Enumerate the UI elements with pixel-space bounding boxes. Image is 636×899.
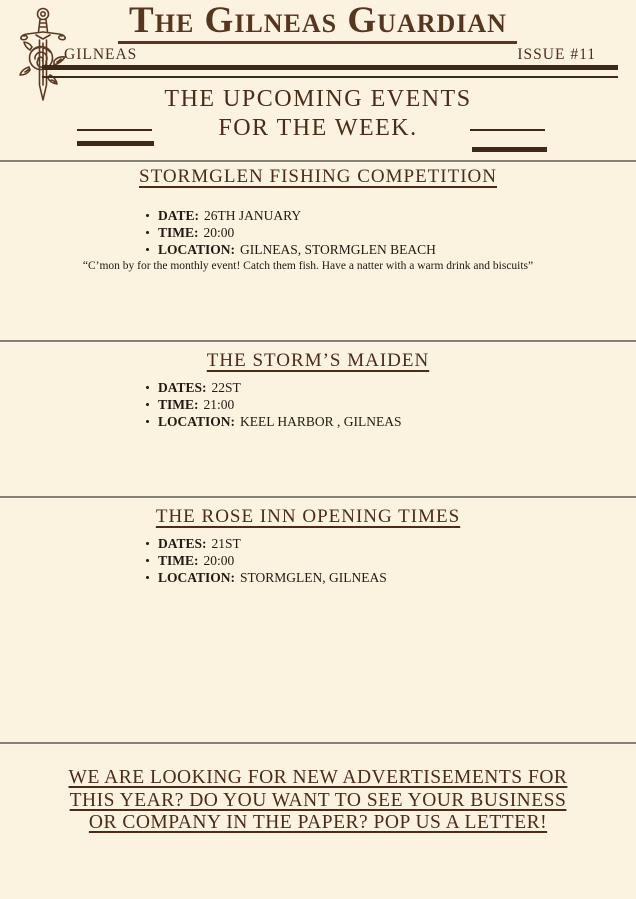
bullet-dot: [146, 403, 149, 406]
event-detail-value: 26TH JANUARY: [204, 207, 302, 223]
event-detail-row: [146, 224, 436, 241]
event-detail-value: 22ST: [211, 379, 241, 395]
issue-label: ISSUE #11: [517, 46, 596, 63]
section-divider: [0, 340, 636, 342]
header-rule-thin: [42, 76, 618, 78]
advert-callout-line3: OR COMPANY IN THE PAPER? POP US A LETTER!: [88, 812, 548, 833]
bullet-dot: [146, 248, 149, 251]
event-detail-value: 21:00: [203, 396, 235, 412]
event-detail-row: [146, 207, 436, 224]
bullet-dot: [146, 214, 149, 217]
events-title-line1: THE UPCOMING EVENTS: [164, 86, 472, 112]
event-detail-label: DATE:: [158, 207, 200, 223]
event-detail-value: KEEL HARBOR , GILNEAS: [240, 413, 402, 429]
decor-line-right-thin: [470, 129, 545, 131]
region-label: GILNEAS: [64, 46, 138, 63]
event-detail-value: GILNEAS, STORMGLEN BEACH: [240, 241, 436, 257]
bullet-dot: [146, 386, 149, 389]
event-detail-value: 21ST: [211, 535, 241, 551]
masthead-underline: [118, 41, 517, 44]
events-title-line2: FOR THE WEEK.: [218, 115, 418, 141]
decor-line-left-thick: [77, 141, 154, 146]
section-title-rose-inn: THE ROSE INN OPENING TIMES: [155, 506, 461, 527]
bullet-dot: [146, 542, 149, 545]
event-detail-label: LOCATION:: [158, 569, 236, 585]
bullet-dot: [146, 576, 149, 579]
event-detail-label: LOCATION:: [158, 413, 236, 429]
event-detail-row: [146, 413, 402, 430]
event-detail-label: TIME:: [158, 552, 199, 568]
section-divider: [0, 496, 636, 498]
event-detail-list: [146, 379, 402, 430]
event-detail-label: LOCATION:: [158, 241, 236, 257]
event-detail-row: [146, 569, 387, 586]
event-detail-row: [146, 552, 387, 569]
section-title-fishing-competition: STORMGLEN FISHING COMPETITION: [139, 166, 497, 187]
event-detail-value: 20:00: [203, 552, 235, 568]
decor-line-right-thick: [472, 147, 547, 152]
event-detail-value: STORMGLEN, GILNEAS: [240, 569, 387, 585]
decor-line-left-thin: [77, 129, 152, 131]
event-detail-row: [146, 396, 402, 413]
event-detail-list: [146, 535, 387, 586]
section-title-storms-maiden: THE STORM’S MAIDEN: [206, 350, 430, 371]
bullet-dot: [146, 559, 149, 562]
event-detail-label: DATES:: [158, 535, 207, 551]
advert-callout-line1: WE ARE LOOKING FOR NEW ADVERTISEMENTS FOR: [68, 767, 568, 788]
event-detail-row: [146, 241, 436, 258]
bullet-dot: [146, 231, 149, 234]
event-detail-label: TIME:: [158, 396, 199, 412]
footer-divider: [0, 742, 636, 744]
event-detail-label: DATES:: [158, 379, 207, 395]
event-detail-label: TIME:: [158, 224, 199, 240]
section-divider: [0, 160, 636, 162]
event-detail-value: 20:00: [203, 224, 235, 240]
header-rule-thick: [42, 65, 618, 70]
event-detail-row: [146, 379, 402, 396]
advert-callout-line2: THIS YEAR? DO YOU WANT TO SEE YOUR BUSINESS: [69, 789, 567, 811]
event-detail-row: [146, 535, 387, 552]
advert-callout: [0, 767, 636, 835]
newspaper-title: The Gilneas Guardian: [129, 0, 507, 41]
bullet-dot: [146, 420, 149, 423]
event-quote: “C’mon by for the monthly event! Catch them fish. Have a natter with a warm drink and biscuits”: [82, 260, 534, 272]
event-detail-list: [146, 207, 436, 258]
